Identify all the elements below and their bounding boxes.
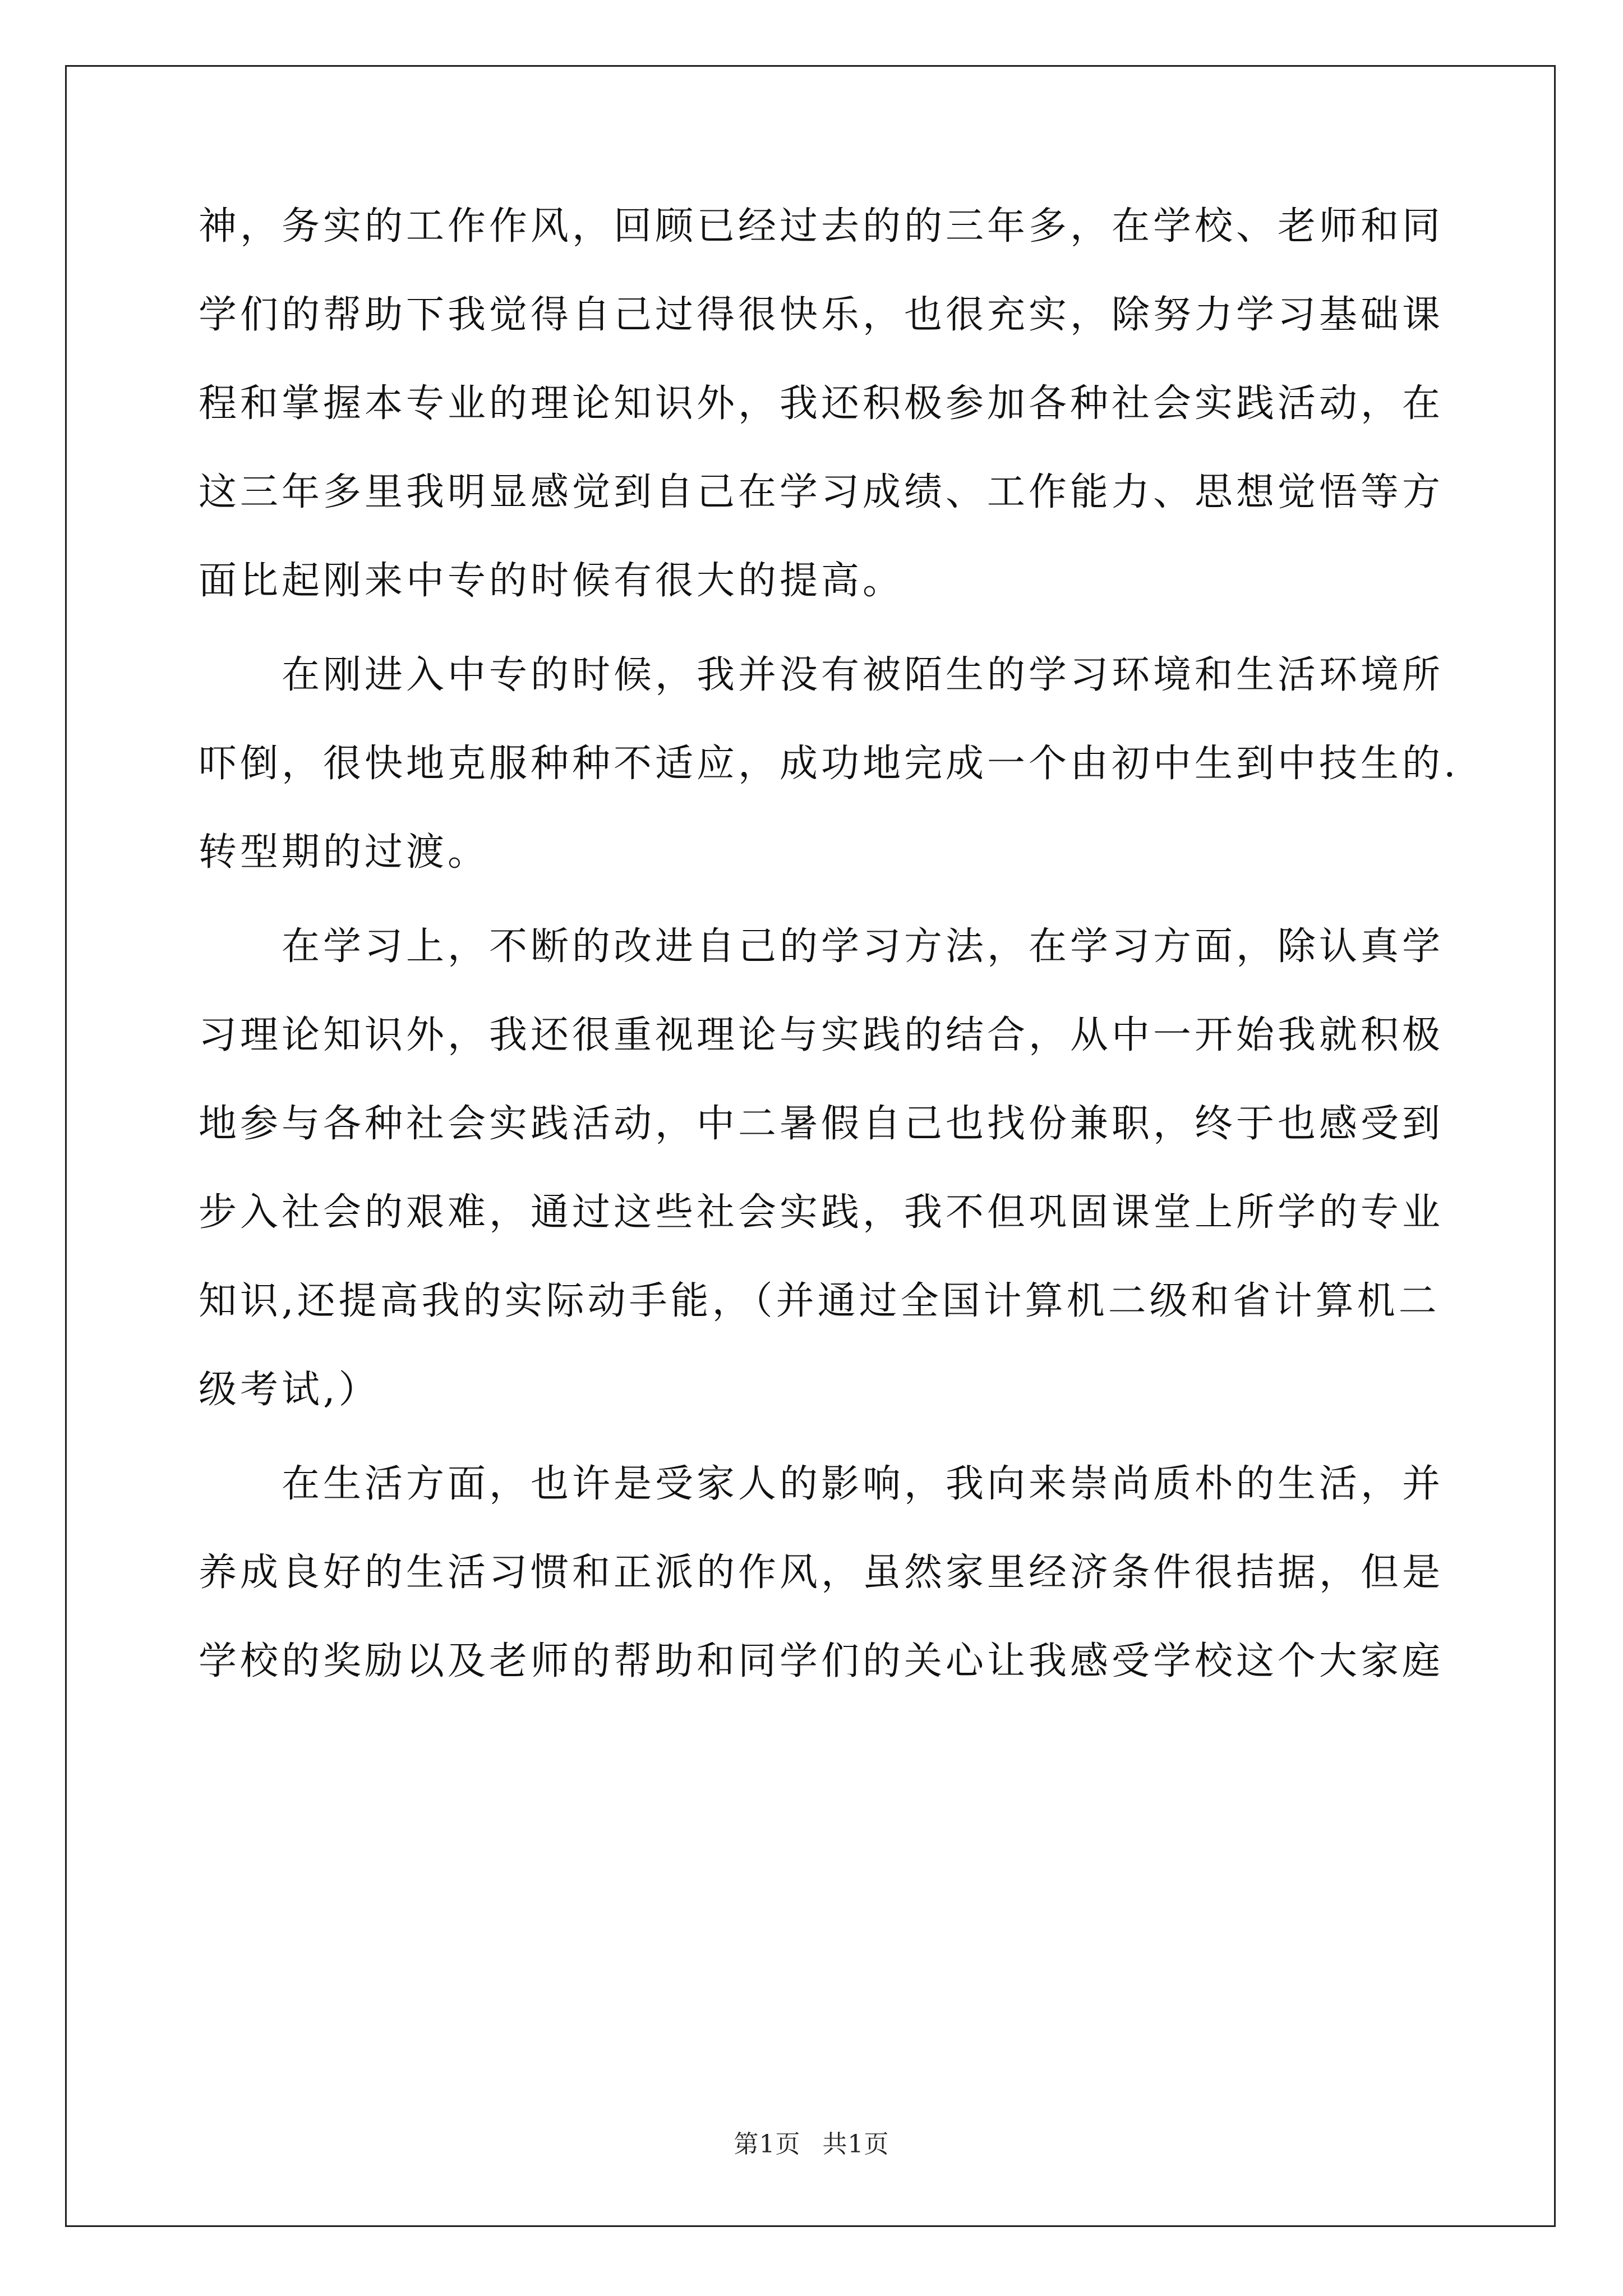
- text-line: 养成良好的生活习惯和正派的作风，虽然家里经济条件很拮据，但是: [199, 1550, 1444, 1595]
- text-line: 级考试,）: [199, 1368, 380, 1412]
- text-line: 吓倒，很快地克服种种不适应，成功地完成一个由初中生到中技生的.: [199, 742, 1459, 786]
- text-line: 学校的奖励以及老师的帮助和同学们的关心让我感受学校这个大家庭: [199, 1639, 1444, 1683]
- text-line: 在生活方面，也许是受家人的影响，我向来崇尚质朴的生活，并: [199, 1462, 1444, 1506]
- text-line: 神，务实的工作作风，回顾已经过去的的三年多，在学校、老师和同: [199, 204, 1444, 249]
- text-line: 步入社会的艰难，通过这些社会实践，我不但巩固课堂上所学的专业: [199, 1190, 1444, 1235]
- text-line: 地参与各种社会实践活动，中二暑假自己也找份兼职，终于也感受到: [199, 1102, 1444, 1146]
- document-body: [199, 204, 1459, 1731]
- text-line: 程和掌握本专业的理论知识外，我还积极参加各种社会实践活动，在: [199, 381, 1444, 426]
- text-line: 在学习上，不断的改进自己的学习方法，在学习方面，除认真学: [199, 924, 1444, 969]
- text-line: 这三年多里我明显感觉到自己在学习成绩、工作能力、思想觉悟等方: [199, 470, 1444, 514]
- text-line: 学们的帮助下我觉得自己过得很快乐，也很充实，除努力学习基础课: [199, 293, 1444, 337]
- text-line: 面比起刚来中专的时候有很大的提高。: [199, 559, 905, 603]
- text-line: 知识,还提高我的实际动手能，（并通过全国计算机二级和省计算机二: [199, 1279, 1440, 1323]
- text-line: 在刚进入中专的时候，我并没有被陌生的学习环境和生活环境所: [199, 653, 1444, 697]
- page-footer: [0, 2124, 1623, 2160]
- text-line: 习理论知识外，我还很重视理论与实践的结合，从中一开始我就积极: [199, 1013, 1444, 1057]
- page-total: 共1页: [822, 2130, 889, 2159]
- text-line: 转型期的过渡。: [199, 830, 490, 875]
- page-number: 第1页: [734, 2130, 801, 2159]
